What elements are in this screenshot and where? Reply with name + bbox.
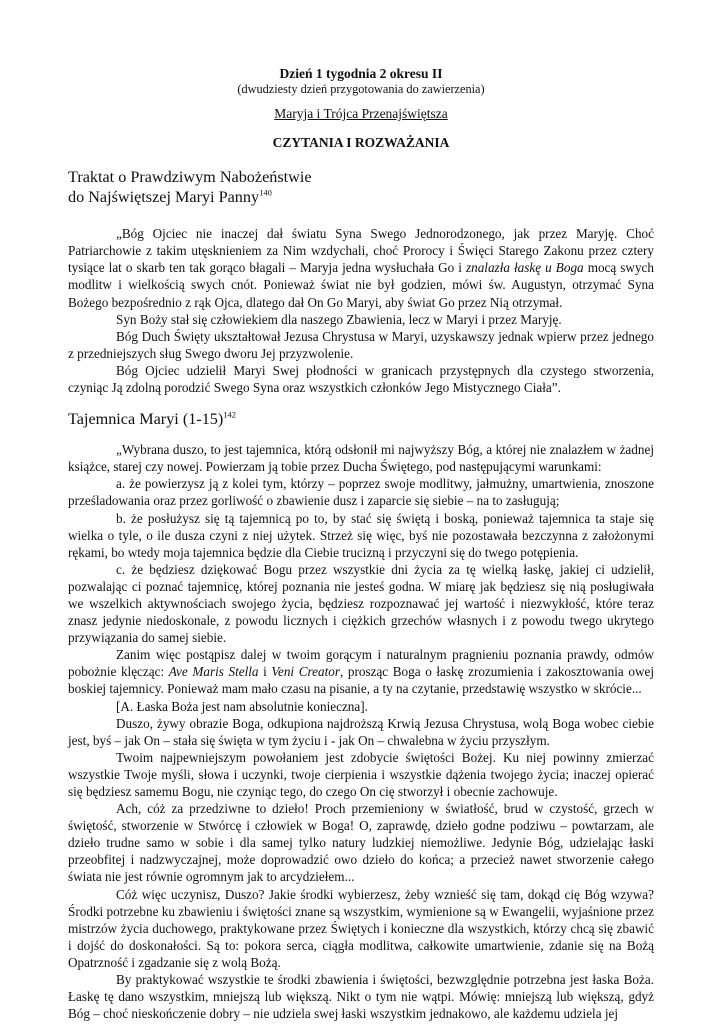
treatise-paragraph: Bóg Duch Święty ukształtował Jezusa Chrystusa w Maryi, uzyskawszy jednak wpierw przez jednego z przedniejszych sług Swego dworu Jej przyzwolenie. — [68, 328, 654, 361]
treatise-paragraph: Syn Boży stał się człowiekiem dla naszego Zbawienia, lecz w Maryi i przez Maryję. — [116, 311, 562, 327]
mystery-paragraph: [A. Łaska Boża jest nam absolutnie konieczna]. — [116, 698, 368, 714]
treatise-heading — [68, 167, 654, 207]
section-title: CZYTANIA I ROZWAŻANIA — [272, 135, 450, 151]
topic-title: Maryja i Trójca Przenajświętsza — [274, 106, 448, 121]
mystery-paragraph: Twoim najpewniejszym powołaniem jest zdobycie świętości Bożej. Ku niej powinny zmierzać wszystkie Twoje myśli, słowa i uczynki, twoje cierpienia i wszystkie dążenia twojego życia; inaczej opierać się będziesz samemu Bogu, nie czyniąc tego, do czego On cię stworzył i obecnie zachowuje. — [68, 749, 654, 799]
mystery-paragraph: a. że powierzysz ją z kolei tym, którzy – poprzez swoje modlitwy, jałmużny, umartwienia, znoszone prześladowania oraz przez gorliwość o zbawienie dusz i zaparcie się siebie – na to zasługują; — [68, 476, 654, 509]
day-title: Dzień 1 tygodnia 2 okresu II — [279, 66, 443, 81]
mystery-heading: Tajemnica Maryi $(1-15)^{142}$ — [68, 409, 237, 429]
mystery-paragraph: b. że posłużysz się tą tajemnicą po to, by stać się świętą i boską, ponieważ tajemnica ta staje się wielka o tyle, o ile dusza czyni z niej użytek. Strzeż się więc, byś nie pozostawała bezczynna z założonymi rękami, bo wtedy moja tajemnica będzie dla Ciebie trucizną i przyczyni się do twego potępienia. — [68, 510, 654, 560]
mystery-text — [68, 441, 654, 1022]
footnote-ref: 140 — [259, 187, 272, 198]
mystery-paragraph: Zanim więc postąpisz dalej w twoim gorącym i naturalnym pragnieniu poznania prawdy, odmów pobożnie klęcząc: Ave Maris Stella i Veni Creator, prosząc Boga o łaskę zrozumienia i zakosztowania owej boskiej tajemnicy. Ponieważ mam mało czasu na pisanie, a ty na czytanie, przedstawię wszystko w skrócie... — [68, 647, 654, 697]
mystery-paragraph: Ach, cóż za przedziwne to dzieło! Proch przemieniony w światłość, brud w czystość, grzech w świętość, stworzenie w Stwórcę i człowiek w Boga! O, zaprawdę, dzieło godne podziwu – powtarzam, ale dzieło trudne samo w sobie i dla samej tylko natury ludzkiej niemożliwe. Jedynie Bóg, udzielając łaski przeobfitej i nadzwyczajnej, może doprowadzić owo dzieło do końca; a przecież nawet stworzenie całego świata nie jest równie ogromnym jak to arcydziełem... — [68, 801, 654, 885]
treatise-text — [68, 225, 654, 396]
mystery-paragraph: c. że będziesz dziękować Bogu przez wszystkie dni życia za tę wielką łaskę, jakiej ci udzielił, pozwalając ci poznać tajemnicę, której poznania nie jesteś godna. W miarę jak będziesz się nią posługiwała we wszelkich aktywnościach swojego życia, będziesz rozpoznawać jej wartość i niezwykłość, które teraz znasz jedynie niedoskonale, z powodu licznych i ciężkich grzechów własnych i z powodu twego ukrytego przywiązania do samej siebie. — [68, 561, 654, 646]
treatise-heading-line1: Traktat o Prawdziwym Nabożeństwie — [68, 168, 312, 187]
treatise-paragraph: Bóg Ojciec udzielił Maryi Swej płodności w granicach przystępnych dla czystego stworzenia, czyniąc Ją zdolną porodzić Swego Syna oraz wszystkich członków Jego Mistycznego Ciała”. — [68, 362, 654, 396]
mystery-paragraph: „Wybrana duszo, to jest tajemnica, którą odsłonił mi najwyższy Bóg, a której nie znalazłem w żadnej książce, starej czy nowej. Powierzam ją tobie przez Ducha Świętego, pod następującymi warunkami: — [68, 442, 654, 475]
mystery-paragraph: Duszo, żywy obrazie Boga, odkupiona najdroższą Krwią Jezusa Chrystusa, wolą Boga wobec ciebie jest, byś – jak On – stała się święta w tym życiu i - jak On – chwalebna w życiu przyszłym. — [68, 715, 654, 748]
footnote-ref: 142 — [223, 409, 237, 420]
treatise-heading-line2: do Najświętszej Maryi Panny — [68, 188, 260, 207]
mystery-paragraph: Cóż więc uczynisz, Duszo? Jakie środki wybierzesz, żeby wznieść się tam, dokąd cię Bóg wzywa? Środki potrzebne ku zbawieniu i świętości znane są wszystkim, wymienione są w Ewangelii, wyjaśnione przez mistrzów życia duchowego, praktykowane przez Świętych i konieczne dla wszystkich, którzy chcą się zbawić i dojść do doskonałości. Są to: pokora serca, ciągła modlitwa, całkowite umartwienie, zdanie się na Bożą Opatrzność i zgadzanie się z wolą Bożą. — [68, 886, 654, 970]
treatise-paragraph: „Bóg Ojciec nie inaczej dał światu Syna Swego Jednorodzonego, jak przez Maryję. Choć Patriarchowie z takim utęsknieniem za Nim wzdychali, choć Prorocy i Święci Starego Zakonu przez cztery tysiące lat o skarb ten tak gorąco błagali – Maryja jedna wysłuchała Go i znalazła łaskę u Boga mocą swych modlitw i wielkością swych cnót. Ponieważ świat nie był godzien, mówi św. Augustyn, otrzymać Syna Bożego bezpośrednio z rąk Ojca, dlatego dał On Go Maryi, aby świat Go przez Nią otrzymał. — [68, 226, 654, 310]
day-subtitle: (dwudziesty dzień przygotowania do zawierzenia) — [237, 82, 485, 96]
document-page — [68, 66, 654, 1022]
mystery-paragraph: By praktykować wszystkie te środki zbawienia i świętości, bezwzględnie potrzebna jest łaska Boża. Łaskę tę dano wszystkim, mniejszą lub większą. Nikt o tym nie wątpi. Mówię: mniejszą lub większą, gdyż Bóg – choć nieskończenie dobry – nie udziela swej łaski wszystkim jednakowo, ale każdemu udziela jej — [68, 972, 654, 1022]
